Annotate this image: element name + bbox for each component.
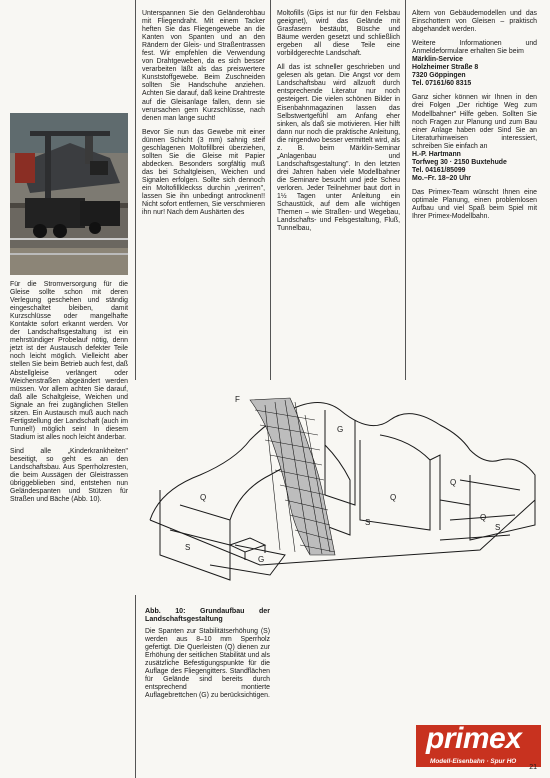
column-rule — [405, 0, 406, 380]
column-2 — [142, 10, 265, 223]
paragraph: Ganz sicher können wir Ihnen in den drei Folgen „Der richtige Weg zum Modellbahner" Hilfe geben. Sollten Sie noch Fragen zur Planung und zum Bau einer Anlage haben oder Sind Sie an Literaturhinweisen interessiert, schreiben Sie einfach an — [412, 94, 537, 150]
paragraph: Altern von Gebäudemodellen und das Einschottern von Gleisen – praktisch abgehandelt werden. — [412, 10, 537, 34]
column-3 — [277, 10, 400, 239]
paragraph: Bevor Sie nun das Gewebe mit einer dünnen Schicht (3 mm) sahnig steif geschlagenen Moltofillbrei überziehen, sollten Sie die Gleise mit Papier abdecken. Besonders sorgfältig muß das bei Schaltgleisen, Weichen und Signalen erfolgen. Sollte sich dennoch ein Moltofillkleckss durchin „verirren", lassen Sie ihn unbedingt antrocknen!! Nicht sofort entfernen, Sie verschmieren ihn nur! Nach dem Aushärten des — [142, 128, 265, 217]
column-rule — [270, 0, 271, 380]
diagram-label-f: F — [235, 395, 240, 404]
column-rule — [135, 0, 136, 380]
column-rule — [135, 595, 136, 778]
diagram-label-g: G — [258, 555, 265, 564]
paragraph: Das Primex-Team wünscht Ihnen eine optimale Planung, einen problemlosen Aufbau und viel Spaß beim Spiel mit Ihrer Primex-Modellbahn. — [412, 188, 537, 221]
diagram-label-q: Q — [480, 513, 487, 522]
paragraph: Weitere Informationen und Anmeldeformulare erhalten Sie beim — [412, 40, 537, 56]
caption-body: Die Spanten zur Stabilitätserhöhung (S) werden aus 8–10 mm Sperrholz gefertigt. Die Querleisten (Q) dienen zur Erhöhung der seitlichen Stabilität und als zusätzliche Befestigungspunkte für die Auflage des Fliegengitters. Standflächen für Gelände sind bereits durch entsprechend montierte Auflagebrettchen (G) zu berücksichtigen. — [145, 627, 270, 700]
diagram-label-s: S — [365, 518, 371, 527]
diagram-label-q: Q — [200, 493, 207, 502]
caption-title: Abb. 10: Grundaufbau der Landschaftsgestaltung — [145, 607, 270, 624]
diagram-label-s: S — [185, 543, 191, 552]
diagram-label-s: S — [495, 523, 501, 532]
page-number: 21 — [529, 764, 537, 771]
paragraph: Unterspannen Sie den Geländerohbau mit Fliegendraht. Mit einem Tacker heften Sie das Fliegengewebe an die Kanten von Spanten und an den Rändern der Gleis- und Straßentrassen fest. Wir empfehlen die Verwendung von Drahtgeweben, da es sich besser verarbeiten läßt als das preiswertere Kunststoffgewebe. Beim Zuschneiden sollten Sie Handschuhe anziehen. Achten Sie darauf, daß keine Drahtreste auf die Gleisanlage fallen, denn sie verursachen gern Kurzschlüsse, nach denen man lange sucht! — [142, 10, 265, 122]
paragraph: All das ist schneller geschrieben und gelesen als getan. Die Angst vor dem Landschaftsbau wird allzuoft durch entsprechende Literatur nur noch gesteigert. Die vielen schönen Bilder in Eisenbahnmagazinen lassen das Selbstwertgefühl am Anfang eher sinken, als daß sie motivieren. Hier hilft dann nur noch die praktische Anleitung, die nirgendwo besser vermittelt wird, als z. B. beim Märklin-Seminar „Anlagenbau und Landschaftsgestaltung". In den letzten drei Jahren haben viele Modellbahner die Seminare besucht und jede Scheu verloren. Jeder Teilnehmer baut dort in 1½ Tagen unter Anleitung ein Schaustück, auf dem alle wichtigen Themen – wie Straßen- und Wegebau, Landschafts- und Felsgestaltung, Fluß, Tunnelbau, — [277, 64, 400, 233]
paragraph: Sind alle „Kinderkrankheiten" beseitigt, so geht es an den Landschaftsbau. Aus Sperrholzresten, die beim Aussägen der Gleistrassen übriggeblieben sind, entstehen nun Geländespanten und Stützen für Straßen und Bäche (Abb. 10). — [10, 447, 128, 504]
paragraph: Moltofills (Gips ist nur für den Felsbau geeignet), wird das Gelände mit Grasfasern bestäubt, Büsche und Bäume werden gesetzt und schließlich ergeben all diese Teile eine vorbildgerechte Landschaft. — [277, 10, 400, 58]
address-hartmann: H.-P. Hartmann Torfweg 30 · 2150 Buxtehude Tel. 04161/85099 Mo.–Fr. 18–20 Uhr — [412, 150, 507, 182]
logo-wordmark: primex — [426, 725, 522, 755]
logo-subtitle: Modell-Eisenbahn · Spur HO — [430, 758, 517, 765]
layout-photo — [10, 113, 128, 275]
primex-logo — [416, 725, 541, 767]
figure-caption — [145, 607, 270, 706]
paragraph: Für die Stromversorgung für die Gleise sollte schon mit deren Verlegung geschehen und ständig eingeschaltet bleiben, damit Kurzschlüsse oder mangelhafte Kontakte sofort erkannt werden. Vor der Landschaftsgestaltung ist ein mehrstündiger Probelauf nötig, denn jetzt ist der Austausch defekter Teile noch leicht möglich. Vielleicht aber stellen Sie beim Betrieb auch fest, daß Abstellgleise verlängert oder Weichenstraßen abgeändert werden müssen. Vor allem achten Sie darauf, daß alle Schaltgleise, Weichen und Signale an frei zugänglichen Stellen sitzen. Ein Austausch muß auch nach Fertigstellung der Landschaft (auch im Tunnel!) möglich sein! In diesem Stadium ist alles noch leicht änderbar. — [10, 281, 128, 441]
column-1 — [10, 281, 128, 510]
diagram-label-q: Q — [450, 478, 457, 487]
address-maerklin: Märklin-Service Holzheimer Straße 8 7320 Göppingen Tel. 07161/60 8315 — [412, 56, 479, 88]
diagram-label-q: Q — [390, 493, 397, 502]
landscape-frame-diagram — [140, 380, 540, 595]
diagram-label-g: G — [337, 425, 344, 434]
column-4 — [412, 10, 537, 227]
